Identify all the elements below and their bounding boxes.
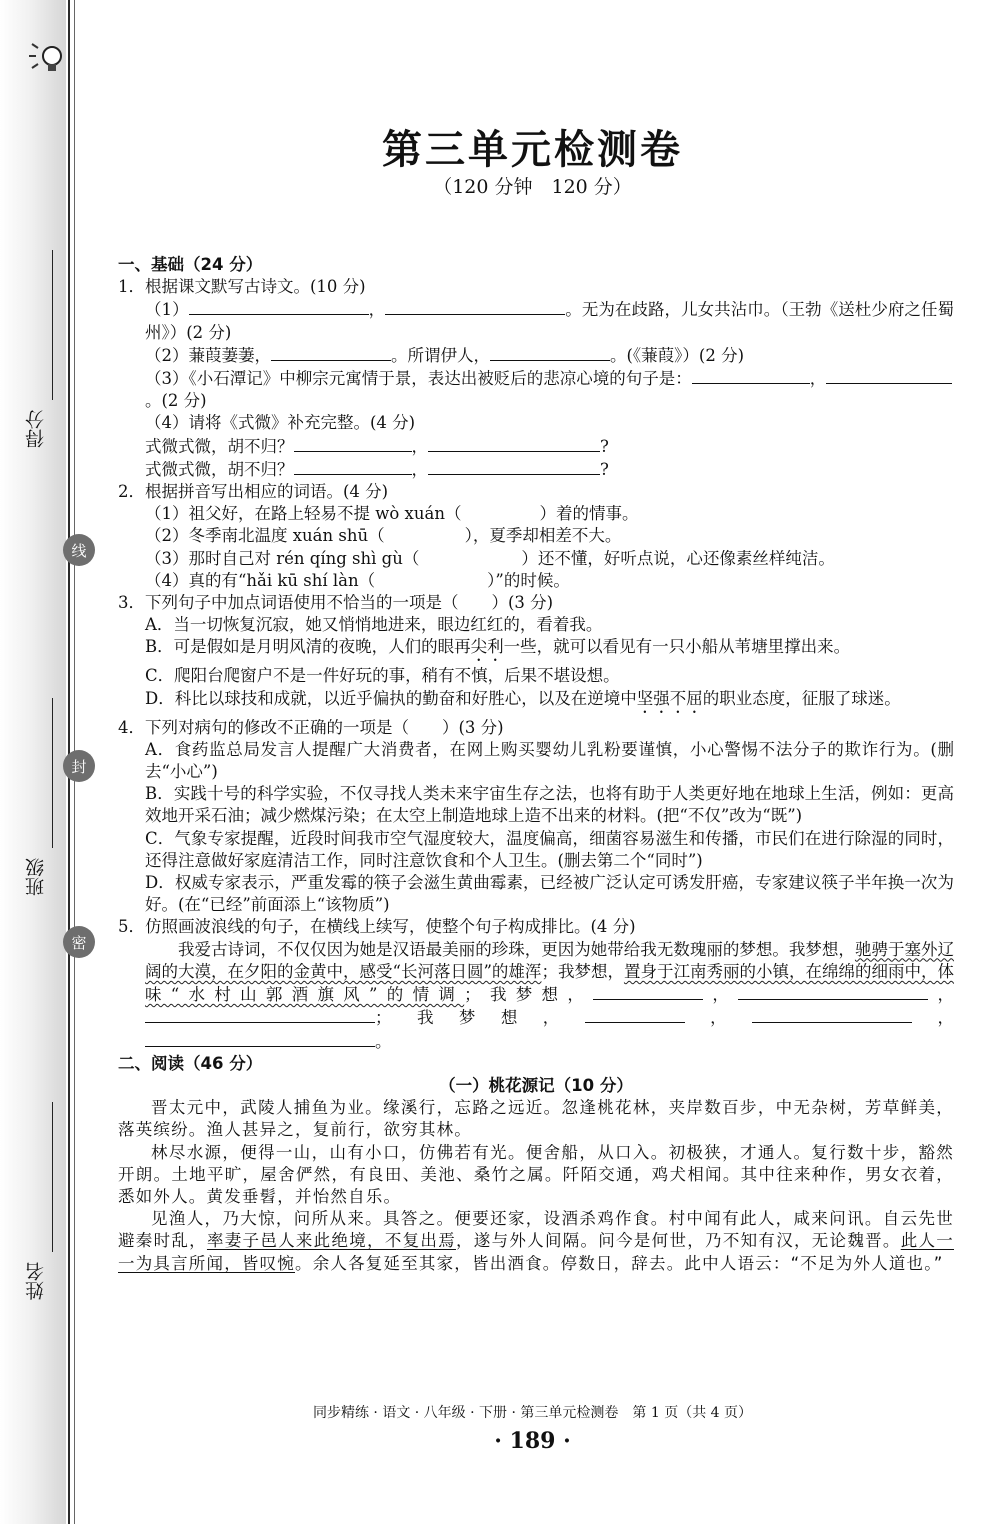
answer-blank[interactable] (385, 298, 565, 315)
name-field (22, 1262, 56, 1300)
score-label: 得分 (25, 410, 47, 448)
class-label: 班级 (25, 858, 47, 896)
answer-blank[interactable] (692, 367, 810, 384)
page-subtitle: （120 分钟 120 分） (433, 176, 632, 198)
answer-blank[interactable] (428, 435, 600, 452)
question-2-item-1: （1）祖父好，在路上轻易不提 wò xuán（ ）着的情事。 (145, 504, 639, 524)
answer-blank[interactable] (145, 1006, 375, 1023)
reading-1-paragraph-1: 晋太元中，武陵人捕鱼为业。缘溪行，忘路之远近。忽逢桃花林，夹岸数百步，中无杂树，芳草鲜美，落英缤纷。渔人甚异之，复前行，欲穷其林。 (118, 1098, 954, 1140)
answer-blank[interactable] (271, 344, 391, 361)
answer-blank[interactable] (826, 367, 952, 384)
answer-blank[interactable] (189, 298, 369, 315)
lightbulb-icon (28, 40, 68, 80)
question-4-stem: 4．下列对病句的修改不正确的一项是（ ）(3 分) (118, 717, 504, 737)
name-label: 姓名 (25, 1262, 47, 1300)
seal-secret: 密 (63, 926, 95, 958)
score-field (22, 410, 56, 448)
answer-blank[interactable] (294, 458, 412, 475)
answer-blank[interactable] (752, 1006, 912, 1023)
question-1-part-1: （1） ， 。无为在歧路，儿女共沾巾。（王勃《送杜少府之任蜀州》）(2 分) (145, 300, 955, 342)
question-1-part-4-line-1: 式微式微，胡不归？ ， ? (145, 436, 609, 456)
seal-seal: 封 (63, 750, 95, 782)
question-4-option-a: A．食药监总局发言人提醒广大消费者，在网上购买婴幼儿乳粉要谨慎，小心警惕不法分子的欺诈行为。(删去“小心”) (145, 739, 954, 782)
question-2-item-3: （3）那时自己对 rén qíng shì gù（ ）还不懂，好听点说，心还像素丝样纯洁。 (145, 548, 835, 568)
underlined-sentence-1: 率妻子邑人来此绝境，不复出焉 (206, 1231, 456, 1251)
answer-blank[interactable] (490, 344, 610, 361)
question-5-stem: 5．仿照画波浪线的句子，在横线上续写，使整个句子构成排比。(4 分) (118, 917, 636, 937)
question-1-part-4-line-2: 式微式微，胡不归？ ， ? (145, 459, 609, 479)
page-number: · 189 · (494, 1428, 571, 1454)
answer-blank[interactable] (428, 458, 600, 475)
question-2-item-2: （2）冬季南北温度 xuán shū（ ），夏季却相差不大。 (145, 526, 622, 546)
answer-blank[interactable] (585, 1006, 685, 1023)
name-blank[interactable] (52, 1102, 53, 1252)
question-1-part-4: （4）请将《式微》补充完整。(4 分) (145, 413, 416, 433)
question-2-stem: 2．根据拼音写出相应的词语。(4 分) (118, 482, 389, 502)
answer-blank[interactable] (738, 983, 928, 1000)
question-3 (118, 592, 954, 717)
reading-1-title: （一）桃花源记（10 分） (439, 1075, 633, 1095)
question-4-option-b: B．实践十号的科学实验，不仅寻找人类未来宇宙生存之法，也将有助于人类更好地在地球上生活，例如：更高效地开采石油；减少燃煤污染；在太空上制造地球上造不出来的材料。(把“不仅”改为“既”) (145, 784, 954, 826)
reading-1-paragraph-2: 林尽水源，便得一山，山有小口，仿佛若有光。便舍船，从口入。初极狭，才通人。复行数十步，豁然开朗。土地平旷，屋舍俨然，有良田、美池、桑竹之属。阡陌交通，鸡犬相闻。其中往来种作，男女衣着，悉如外人。黄发垂髫，并怡然自乐。 (118, 1142, 954, 1206)
question-3-option-b: B．可是假如是月明风清的夜晚，人们的眼再尖利一些，就可以看见有一只小船从苇塘里撑出来。 (145, 637, 851, 657)
page-footer: 同步精练 · 语文 · 八年级 · 下册 · 第三单元检测卷 第 1 页（共 4 页） (312, 1405, 753, 1421)
exam-content (118, 254, 954, 1275)
question-1 (118, 276, 954, 481)
score-blank[interactable] (52, 250, 53, 400)
answer-blank[interactable] (593, 983, 703, 1000)
question-1-stem: 1．根据课文默写古诗文。(10 分) (118, 277, 366, 297)
page-title: 第三单元检测卷 (382, 126, 683, 173)
question-3-stem: 3．下列句子中加点词语使用不恰当的一项是（ ）(3 分) (118, 593, 554, 613)
underlined-sentence-2: 此人一一为具言所闻，皆叹惋 (118, 1231, 954, 1273)
question-5-passage: 我爱古诗词，不仅仅因为她是汉语最美丽的珍珠，更因为她带给我无数瑰丽的梦想。我梦想，驰骋于塞外辽阔的大漠，在夕阳的金黄中，感受“长河落日圆”的雄浑；我梦想，置身于江南秀丽的小镇，在绵绵的细雨中，体味“水村山郭酒旗风”的情调；我梦想， ， ，；我梦想， ， ，。 (145, 939, 955, 1051)
answer-blank[interactable] (145, 1030, 375, 1047)
question-4-option-d: D．权威专家表示，严重发霉的筷子会滋生黄曲霉素，已经被广泛认定可诱发肝癌，专家建议筷子半年换一次为好。(在“已经”前面添上“该物质”) (145, 873, 954, 915)
question-1-part-3: （3）《小石潭记》中柳宗元寓情于景，表达出被贬后的悲凉心境的句子是： ，。(2 分) (118, 367, 954, 412)
reading-1-paragraph-3: 见渔人，乃大惊，问所从来。具答之。便要还家，设酒杀鸡作食。村中闻有此人，咸来问讯。自云先世避秦时乱，率妻子邑人来此绝境，不复出焉，遂与外人间隔。问今是何世，乃不知有汉，无论魏晋。此人一一为具言所闻，皆叹惋。余人各复延至其家，皆出酒食。停数日，辞去。此中人语云：“不足为外人道也。” (118, 1209, 954, 1273)
question-3-option-d: D．科比以球技和成就，以近乎偏执的勤奋和好胜心，以及在逆境中坚强不屈的职业态度，征服了球迷。 (145, 688, 901, 708)
class-field (22, 858, 56, 896)
question-1-part-2: （2）蒹葭萋萋， 。所谓伊人， 。(《蒹葭》）(2 分) (145, 345, 745, 365)
question-2 (118, 481, 954, 592)
question-4 (118, 717, 954, 917)
question-2-item-4: （4）真的有“hǎi kū shí làn（ ）”的时候。 (145, 570, 570, 590)
question-3-option-c: C．爬阳台爬窗户不是一件好玩的事，稍有不慎，后果不堪设想。 (145, 666, 620, 686)
section-basics-heading: 一、基础（24 分） (118, 255, 263, 274)
answer-blank[interactable] (294, 435, 412, 452)
question-3-option-a: A．当一切恢复沉寂，她又悄悄地进来，眼边红红的，看着我。 (145, 615, 603, 635)
question-5 (118, 916, 954, 1052)
class-blank[interactable] (52, 698, 53, 848)
question-4-option-c: C．气象专家提醒，近段时间我市空气湿度较大，温度偏高，细菌容易滋生和传播，市民们在进行除湿的同时，还得注意做好家庭清洁工作，同时注意饮食和个人卫生。(删去第二个“同时”) (145, 828, 954, 870)
section-reading-heading: 二、阅读（46 分） (118, 1053, 263, 1073)
seal-line: 线 (63, 534, 95, 566)
